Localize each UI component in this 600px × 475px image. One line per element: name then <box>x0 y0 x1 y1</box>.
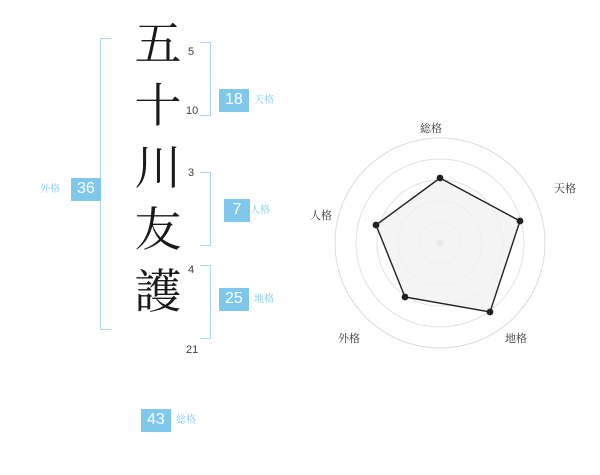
radar-axis-label-tenkaku: 天格 <box>554 182 576 195</box>
radar-chart-svg <box>300 0 600 470</box>
bracket-chikaku <box>200 265 211 339</box>
stroke-count: 10 <box>186 105 199 117</box>
radar-series <box>373 175 524 316</box>
radar-point <box>487 309 494 316</box>
radar-point <box>402 294 409 301</box>
kanji-character: 友 <box>134 203 182 258</box>
badge-tenkaku-label: 天格 <box>254 95 274 106</box>
kanji-character: 護 <box>134 265 182 320</box>
name-panel <box>0 0 300 470</box>
stroke-count: 5 <box>188 46 195 58</box>
radar-axis-label-chikaku: 地格 <box>505 332 527 345</box>
badge-chikaku-value: 25 <box>219 288 249 311</box>
kanji-character: 川 <box>134 141 182 196</box>
radar-point <box>373 222 380 229</box>
radar-axis-label-jinkaku: 人格 <box>310 209 332 222</box>
badge-gaikaku-label: 外格 <box>40 184 60 195</box>
bracket-tenkaku <box>200 42 211 116</box>
kanji-character: 五 <box>134 17 182 72</box>
stroke-count: 3 <box>188 167 195 179</box>
badge-jinkaku-value: 7 <box>224 199 250 222</box>
badge-tenkaku-value: 18 <box>219 89 249 112</box>
badge-chikaku-label: 地格 <box>254 294 274 305</box>
badge-jinkaku-label: 人格 <box>250 205 270 216</box>
radar-axis-label-gaikaku: 外格 <box>338 332 360 345</box>
radar-point <box>437 175 444 182</box>
radar-axis-label-soukaku: 総格 <box>420 122 442 135</box>
bracket-gaikaku <box>100 38 111 330</box>
badge-soukaku-label: 総格 <box>176 415 196 426</box>
badge-gaikaku-value: 36 <box>71 178 101 201</box>
stroke-count: 21 <box>186 344 199 356</box>
radar-chart-panel <box>300 0 600 470</box>
kanji-column <box>128 14 188 324</box>
radar-point <box>517 218 524 225</box>
badge-soukaku-value: 43 <box>141 409 171 432</box>
bracket-jinkaku <box>200 172 211 246</box>
kanji-character: 十 <box>134 79 182 134</box>
stroke-count: 4 <box>188 264 195 276</box>
